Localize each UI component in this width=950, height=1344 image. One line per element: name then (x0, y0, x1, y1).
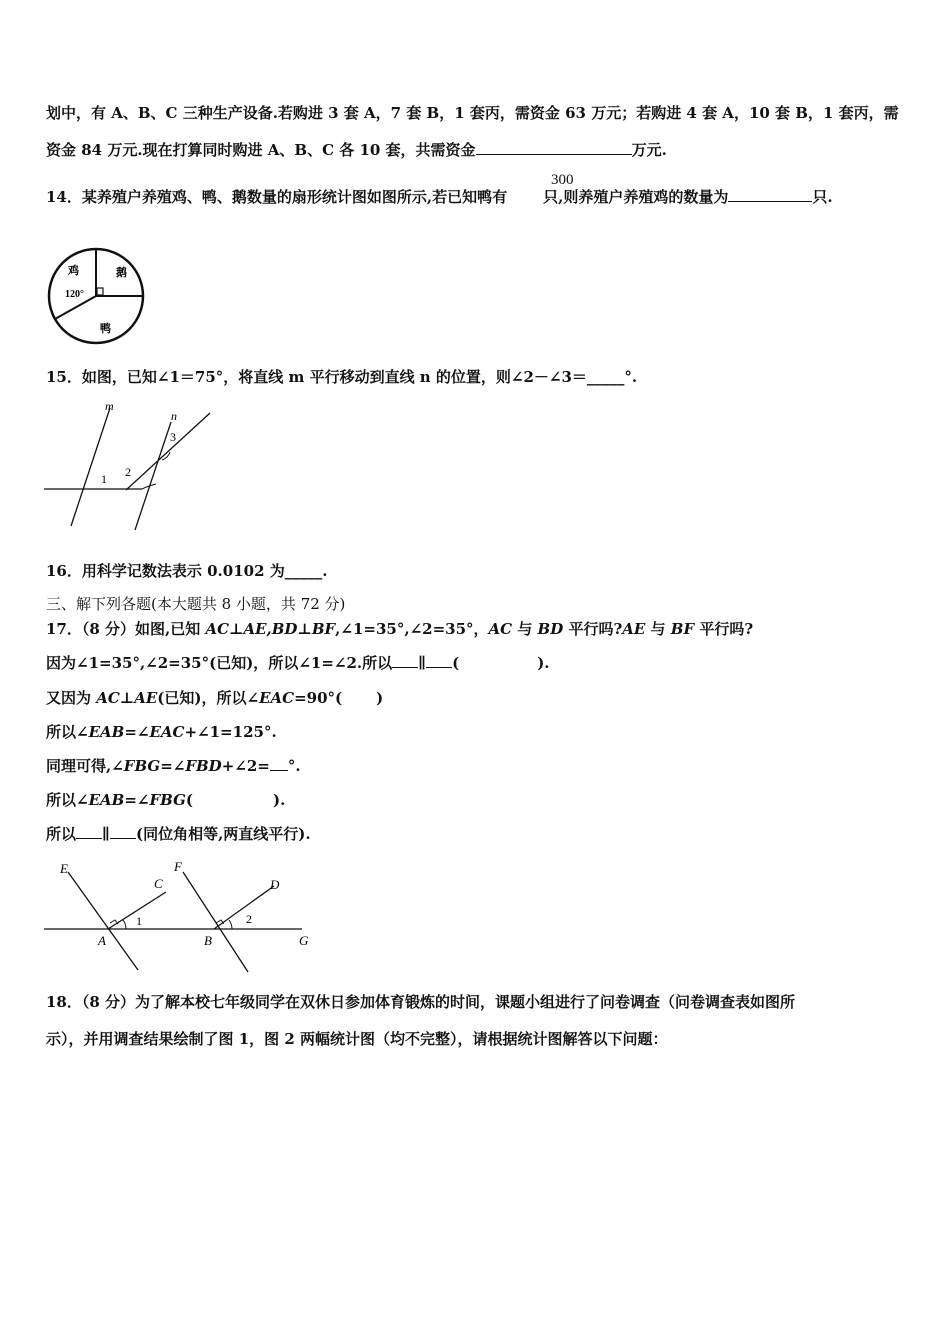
line-m (71, 408, 110, 526)
section3-title: 三、解下列各题(本大题共 8 小题，共 72 分) (46, 595, 346, 613)
q17-l2b: ∥ (418, 654, 427, 672)
q17-l4d: EAC (149, 723, 185, 741)
q17-line7 (46, 824, 311, 844)
label-F: F (174, 859, 182, 874)
label-G: G (299, 933, 309, 948)
label-angle-1: 1 (136, 914, 142, 928)
q18-line2: 示），并用调查结果绘制了图 1，图 2 两幅统计图（均不完整），请根据统计图解答以下问题： (46, 1030, 668, 1048)
q17-l7a: 所以 (46, 825, 77, 843)
label-A: A (98, 933, 106, 948)
label-angle-2: 2 (125, 465, 131, 479)
q17-l6f: ). (273, 791, 286, 809)
pie-label-goose: 鹅 (116, 267, 127, 279)
q16-text: 16．用科学记数法表示 0.0102 为_____. (46, 562, 328, 580)
answer-blank (728, 187, 812, 202)
answer-blank (392, 653, 418, 668)
answer-blank (426, 653, 452, 668)
q18-line1: 18．（8 分）为了解本校七年级同学在双休日参加体育锻炼的时间，课题小组进行了问卷调查（问卷调查表如图所 (46, 993, 796, 1011)
answer-blank (76, 824, 102, 839)
q13-line2-prefix: 资金 84 万元.现在打算同时购进 A、B、C 各 10 套，共需资金 (46, 141, 476, 159)
line-FB (183, 872, 248, 972)
q14-suffix-a: 只,则养殖户养殖鸡的数量为 (543, 188, 729, 206)
q17-l4b: EAB (88, 723, 125, 741)
transversal (126, 413, 210, 490)
q13-line2-suffix: 万元. (631, 141, 667, 159)
q17-l1h: AE (622, 620, 646, 638)
q17-l5b: FBG (123, 757, 161, 775)
q17-l3b: AC⊥AE (96, 689, 158, 707)
q17-l1i: 与 (645, 620, 671, 638)
q14-pie-chart (44, 242, 154, 352)
q17-l1j: BF (670, 620, 695, 638)
angle-arc-2 (229, 920, 232, 929)
q17-l1c: ,∠1=35°,∠2=35°， (335, 620, 489, 638)
label-m: m (105, 399, 114, 413)
q14-line (46, 187, 833, 207)
q17-l1k: 平行吗? (694, 620, 754, 638)
q13-line2 (46, 140, 667, 160)
q17-l2d: ). (537, 654, 550, 672)
q17-l6e: ( (185, 791, 193, 809)
q17-l4e: +∠1=125°. (184, 723, 277, 741)
label-angle-1: 1 (101, 472, 107, 486)
q17-l3f: ) (376, 689, 384, 707)
q15-text: 15．如图，已知∠1＝75°，将直线 m 平行移动到直线 n 的位置，则∠2－∠3＝_____°. (46, 368, 638, 386)
label-angle-3: 3 (170, 430, 176, 444)
q17-l4a: 所以∠ (46, 723, 89, 741)
q17-l1d: AC (488, 620, 513, 638)
label-angle-2: 2 (246, 912, 252, 926)
angle-arc-1 (123, 920, 126, 929)
answer-blank (110, 824, 136, 839)
q17-l5a: 同理可得,∠ (46, 757, 124, 775)
label-B: B (204, 933, 212, 948)
q17-l6d: FBG (149, 791, 186, 809)
q17-l2c: ( (452, 654, 460, 672)
pie-label-duck: 鸭 (100, 323, 111, 335)
label-E: E (60, 861, 68, 876)
q17-line1 (46, 619, 753, 639)
label-D: D (270, 877, 280, 892)
q17-l7b: ∥ (102, 825, 110, 843)
q14-duck-count: 300 (551, 172, 574, 188)
pie-label-chicken: 鸡 (68, 265, 79, 277)
q17-l4c: =∠ (124, 723, 150, 741)
q13-line1: 划中，有 A、B、C 三种生产设备.若购进 3 套 A，7 套 B，1 套丙，需资金 63 万元；若购进 4 套 A，10 套 B，1 套丙，需 (46, 104, 899, 122)
q17-l5c: =∠ (160, 757, 186, 775)
q17-line6 (46, 790, 285, 810)
q14-prefix: 14．某养殖户养殖鸡、鸭、鹅数量的扇形统计图如图所示,若已知鸭有 (46, 188, 508, 206)
q17-l7c: (同位角相等,两直线平行). (135, 825, 311, 843)
answer-blank (476, 140, 632, 155)
q17-line5 (46, 756, 301, 776)
q17-l5d: FBD (185, 757, 222, 775)
q17-l1g: 平行吗? (563, 620, 623, 638)
label-C: C (154, 876, 163, 891)
q17-l1b: AC⊥AE,BD⊥BF (205, 620, 336, 638)
q17-l1f: BD (537, 620, 564, 638)
q17-figure (44, 856, 334, 976)
label-n: n (171, 409, 177, 423)
q15-figure (44, 400, 224, 530)
q17-l5e: +∠2= (221, 757, 270, 775)
q17-line3 (46, 688, 383, 708)
q17-l5f: °. (287, 757, 301, 775)
q17-l1e: 与 (512, 620, 538, 638)
q17-l3c: (已知)，所以∠ (157, 689, 260, 707)
q17-l3e: =90°( (294, 689, 343, 707)
line-EA (68, 872, 138, 970)
q17-l6c: =∠ (124, 791, 150, 809)
q17-l6a: 所以∠ (46, 791, 89, 809)
answer-blank (270, 756, 288, 771)
q17-line4 (46, 722, 277, 742)
pie-annotation-120: 120° (65, 289, 84, 300)
right-angle-mark (97, 288, 103, 295)
q17-line2 (46, 653, 550, 673)
q17-l6b: EAB (88, 791, 125, 809)
q17-l3a: 又因为 (46, 689, 97, 707)
q17-l3d: EAC (259, 689, 295, 707)
q14-suffix-b: 只. (812, 188, 833, 206)
q17-l1a: 17．（8 分）如图,已知 (46, 620, 206, 638)
q17-l2a: 因为∠1=35°,∠2=35°(已知)，所以∠1=∠2.所以 (46, 654, 393, 672)
